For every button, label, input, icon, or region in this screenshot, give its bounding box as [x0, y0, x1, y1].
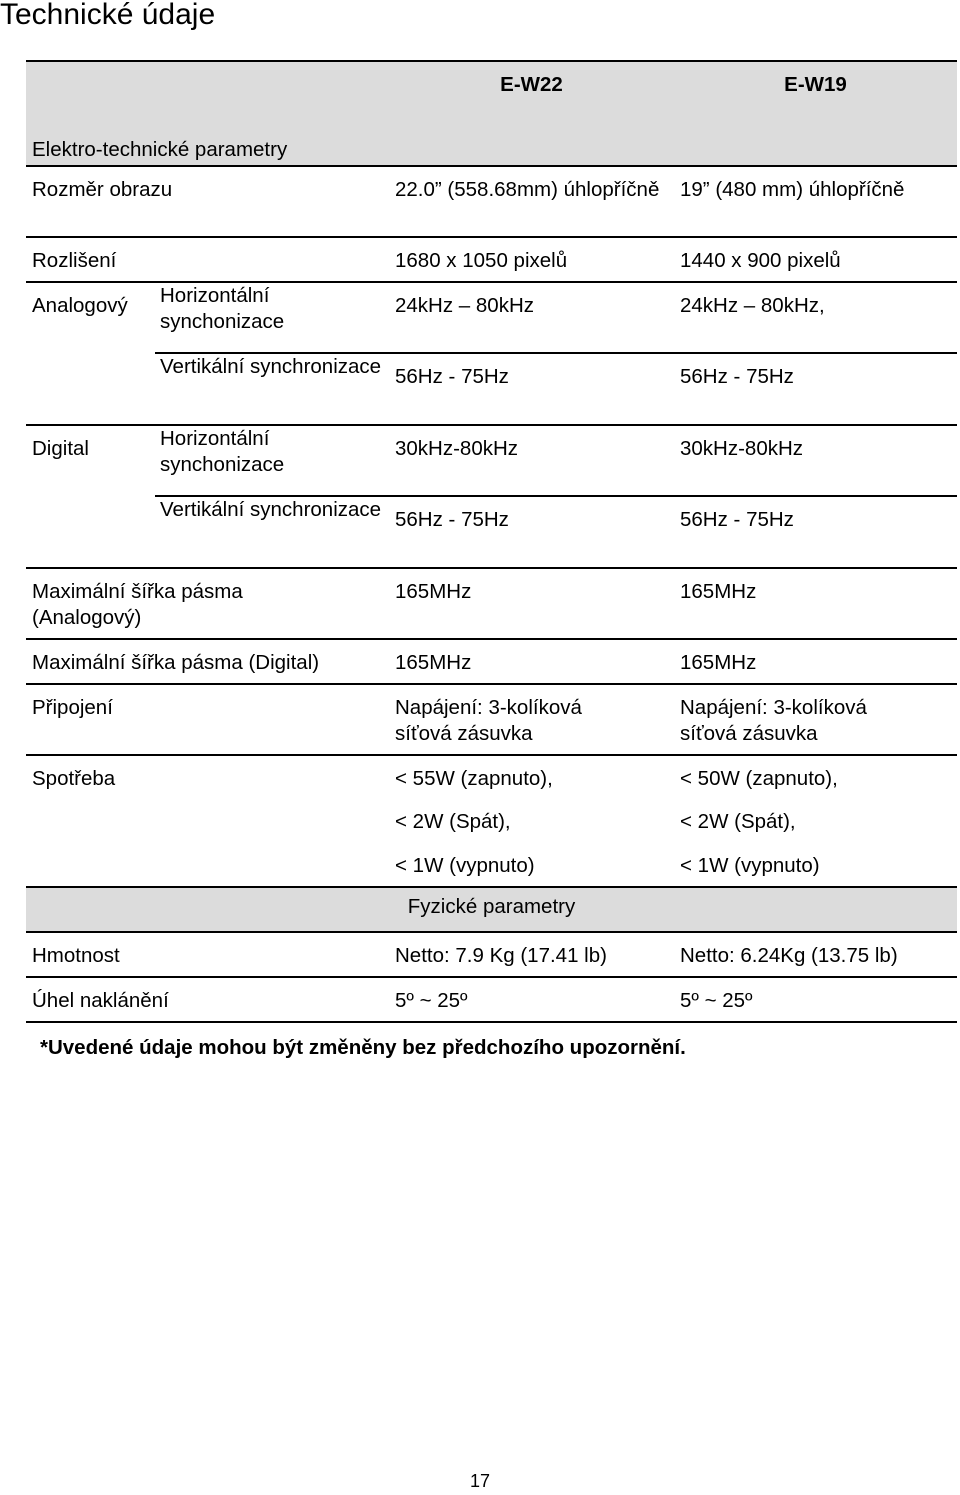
cell-w19: 56Hz - 75Hz: [680, 508, 794, 531]
cell-w22: < 1W (vypnuto): [395, 854, 535, 877]
table-row: [26, 496, 957, 568]
table-header-row: [26, 61, 957, 166]
cell-w22: < 55W (zapnuto),: [395, 767, 553, 790]
cell-w22: 56Hz - 75Hz: [395, 508, 509, 531]
cell-w19: 56Hz - 75Hz: [680, 365, 794, 388]
table-row: [26, 353, 957, 425]
cell-w19: < 2W (Spát),: [680, 810, 796, 833]
row-label: Rozlišení: [32, 249, 117, 272]
cell-w19: 165MHz: [680, 651, 757, 674]
table-row: [26, 639, 957, 684]
section-electrical: Elektro-technické parametry: [32, 138, 288, 161]
table-row: [26, 684, 957, 755]
row-label: Úhel naklánění: [32, 989, 169, 1012]
cell-w22: 56Hz - 75Hz: [395, 365, 509, 388]
row-label: Rozměr obrazu: [32, 178, 173, 201]
cell-w22: 165MHz: [395, 580, 472, 603]
model-w19-header: E-W19: [784, 73, 847, 96]
cell-w22: 1680 x 1050 pixelů: [395, 249, 568, 272]
cell-w19: 165MHz: [680, 580, 757, 603]
cell-w19: < 50W (zapnuto),: [680, 767, 838, 790]
table-row: [26, 755, 957, 799]
cell-w22: Napájení: 3-kolíková síťová zásuvka: [395, 696, 582, 745]
sub-label: Horizontální synchonizace: [160, 427, 285, 476]
cell-w22: 5º ~ 25º: [395, 989, 468, 1012]
cell-w19: Netto: 6.24Kg (13.75 lb): [680, 944, 898, 967]
table-row: [26, 237, 957, 282]
row-label: Hmotnost: [32, 944, 120, 967]
row-label: Digital: [32, 437, 89, 460]
row-label: Maximální šířka pásma (Analogový): [32, 580, 243, 629]
cell-w22: Netto: 7.9 Kg (17.41 lb): [395, 944, 607, 967]
cell-w19: 5º ~ 25º: [680, 989, 753, 1012]
cell-w22: 22.0” (558.68mm) úhlopříčně: [395, 178, 660, 201]
row-label: Připojení: [32, 696, 113, 719]
cell-w19: 1440 x 900 pixelů: [680, 249, 841, 272]
row-label: Spotřeba: [32, 767, 116, 790]
page-number: 17: [469, 1471, 491, 1491]
row-label: Maximální šířka pásma (Digital): [32, 651, 320, 674]
cell-w19: 19” (480 mm) úhlopříčně: [680, 178, 905, 201]
cell-w19: 24kHz – 80kHz,: [680, 294, 825, 317]
table-row: [26, 932, 957, 977]
section-row: [26, 887, 957, 932]
cell-w22: 165MHz: [395, 651, 472, 674]
page-title: Technické údaje: [0, 0, 216, 31]
section-physical: Fyzické parametry: [407, 895, 576, 918]
disclaimer-note: *Uvedené údaje mohou být změněny bez předchozího upozornění.: [40, 1036, 686, 1059]
spec-table: [26, 60, 957, 1023]
cell-w22: 30kHz-80kHz: [395, 437, 519, 460]
cell-w19: < 1W (vypnuto): [680, 854, 820, 877]
table-row: [26, 568, 957, 639]
sub-label: Vertikální synchronizace: [160, 498, 382, 521]
table-row: [26, 166, 957, 237]
sub-label: Horizontální synchonizace: [160, 284, 285, 333]
model-w22-header: E-W22: [500, 73, 563, 96]
table-row: [26, 977, 957, 1022]
cell-w19: 30kHz-80kHz: [680, 437, 804, 460]
cell-w22: < 2W (Spát),: [395, 810, 511, 833]
cell-w19: Napájení: 3-kolíková síťová zásuvka: [680, 696, 867, 745]
cell-w22: 24kHz – 80kHz: [395, 294, 535, 317]
row-label: Analogový: [32, 294, 128, 317]
table-row: [26, 282, 957, 353]
sub-label: Vertikální synchronizace: [160, 355, 382, 378]
table-row: [26, 425, 957, 496]
